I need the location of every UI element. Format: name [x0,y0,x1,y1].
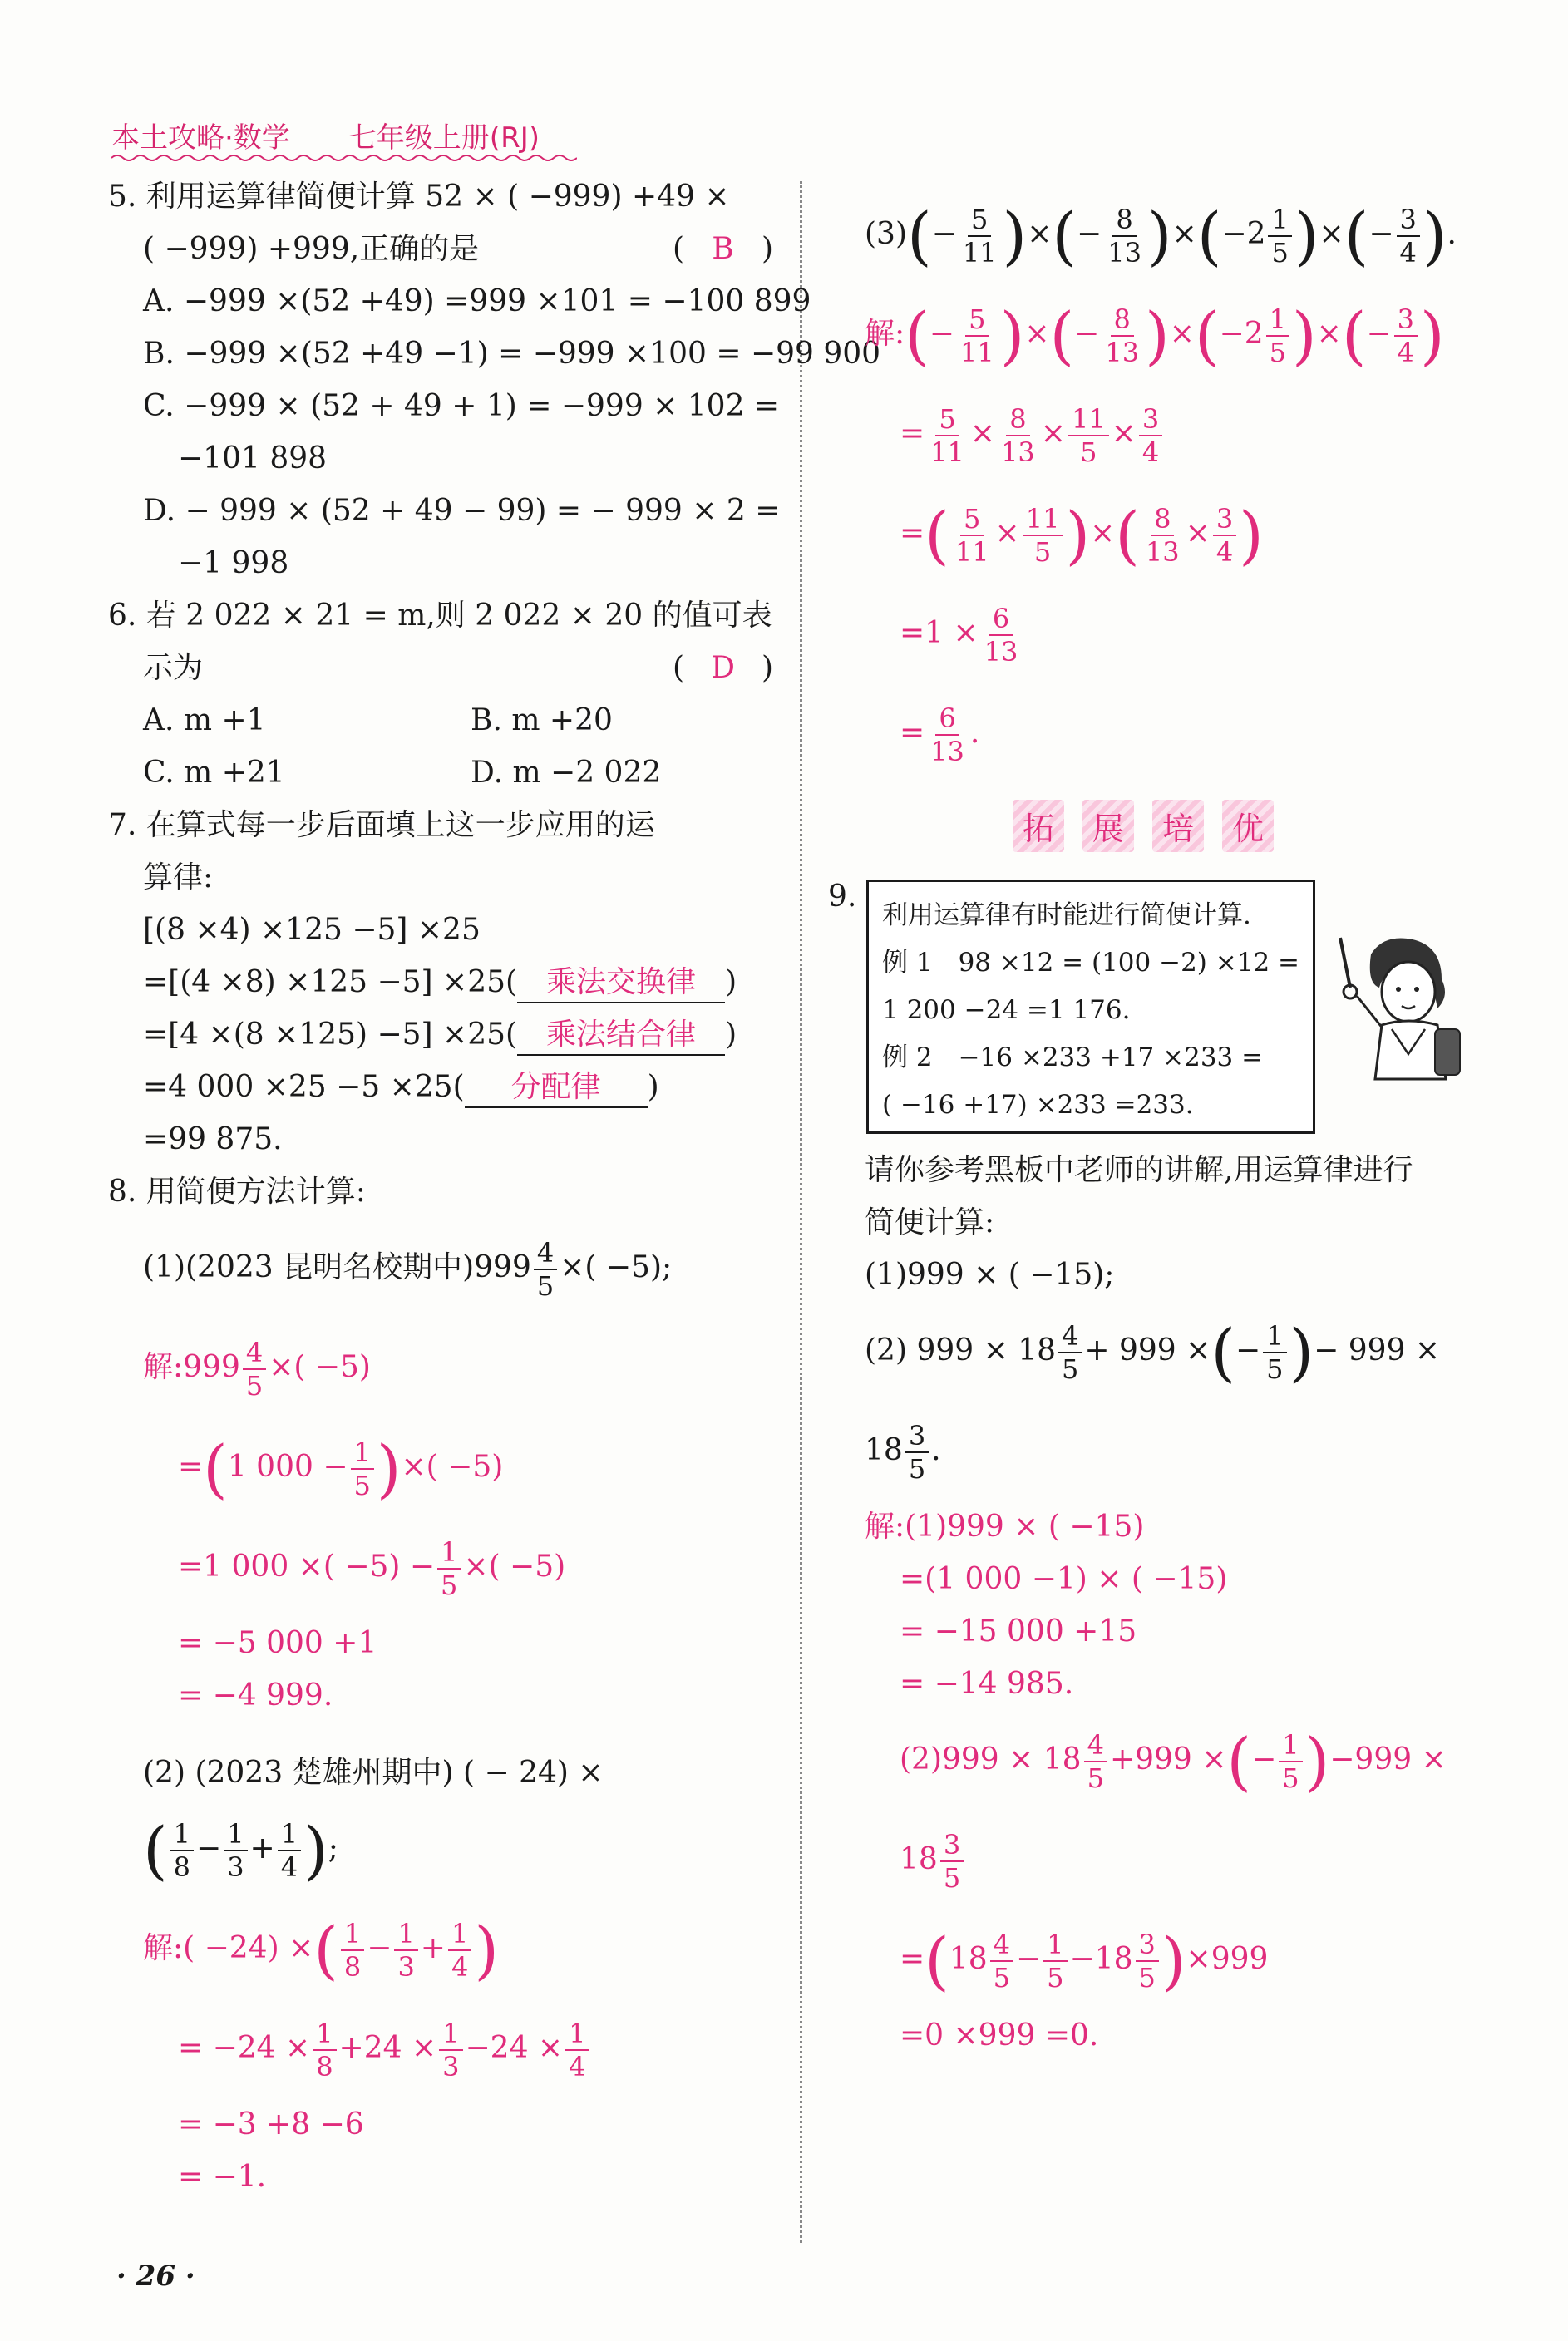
teacher-illustration [1325,921,1467,1087]
right-column [865,185,1521,783]
q9-text1: 请你参考黑板中老师的讲解,用运算律进行 [865,1153,1413,1187]
q5-line2: ( −999) +999,正确的是 ( B ) [108,223,773,275]
q6-line1: 6. 若 2 022 × 21 = m,则 2 022 × 20 的值可表 [108,599,772,633]
grade-label: 七年级上册(RJ) [348,121,540,155]
q5-option-a: A. −999 ×(52 +49) =999 ×101 = −100 899 [143,284,811,318]
q5-line1: 5. 利用运算律简便计算 52 × ( −999) +49 × [108,180,730,214]
q7-step2: =[4 ×(8 ×125) −5] ×25( 乘法结合律 ) [108,1008,773,1061]
q6-line2: 示为 ( D ) [108,642,773,694]
q8-sol2-line2: = −24 × $\frac{1}{8}$ +24 × $\frac{1}{3}$ −24 × $\frac{1}{4}$ [108,1998,773,2098]
header-wavy-underline [111,153,577,163]
q8-sol2-line1: 解:( −24) ×( $\frac{1}{8}$ − $\frac{1}{3}$ + $\frac{1}{4}$ ) [143,1913,499,1987]
page-number: · 26 · [116,2260,195,2293]
q9-part2-line1: (2) 999 × 18 $\frac{4}{5}$ + 999 ×(− $\frac{1}{5}$ )− 999 × [865,1315,1441,1389]
q5-option-c: C. −999 × (52 + 49 + 1) = −999 × 102 = [143,389,780,423]
q7-step3: =4 000 ×25 −5 ×25( 分配律 ) [108,1061,773,1113]
q7-step1: =[(4 ×8) ×125 −5] ×25( 乘法交换律 ) [108,956,773,1008]
blackboard-example [866,880,1315,1134]
section-title-char-1: 拓 [1013,800,1064,852]
q8-sol3-line3: =( $\frac{5}{11}$ × $\frac{11}{5}$ )×( $\frac{8}{13}$ × $\frac{3}{4}$ ) [900,498,1264,572]
q8-title: 8. 用简便方法计算: [108,1175,366,1209]
q6-options-row2 [108,747,773,799]
q9-sol2-line1: (2)999 × 18 $\frac{4}{5}$ +999 ×(− $\frac{1}{5}$ )−999 × [900,1724,1447,1798]
section-title-char-2: 展 [1082,800,1134,852]
q8-sol3-line5: = $\frac{6}{13}$ . [900,702,980,767]
q8-sol1-line2: =(1 000 − $\frac{1}{5}$ )×( −5) [178,1432,504,1506]
q8-sol2-line4: = −1. [178,2160,267,2194]
page-header [111,115,540,155]
section-title-char-4: 优 [1222,800,1274,852]
q9-text2: 简便计算: [865,1205,995,1239]
q5-option-b: B. −999 ×(52 +49 −1) = −999 ×100 = −99 900 [143,337,881,371]
q8-sol1-line3: =1 000 ×( −5) − $\frac{1}{5}$ ×( −5) [178,1536,566,1601]
q8-sol1-line1: 解:999 $\frac{4}{5}$ ×( −5) [143,1337,371,1402]
q8-sol1-line4: = −5 000 +1 [178,1626,377,1660]
q6-options-row1 [108,694,773,747]
q8-sol3-line1: 解:(− $\frac{5}{11}$ )×(− $\frac{8}{13}$ )×(−2 $\frac{1}{5}$ )×(− $\frac{3}{4}$ ) [865,298,1445,372]
q7-step0: [(8 ×4) ×125 −5] ×25 [143,913,481,947]
q9-number: 9. [828,880,857,914]
q9-sol2-line2: 18 $\frac{3}{5}$ [865,1810,1521,1910]
q7-step4: =99 875. [143,1122,283,1156]
q8-sol2-line3: = −3 +8 −6 [178,2107,364,2141]
q9-sol2-line4: =0 ×999 =0. [900,2018,1099,2053]
q8-part2-line1: (2) (2023 楚雄州期中) ( − 24) × [143,1756,604,1790]
q7-blank-1: 乘法交换律 [517,964,725,1003]
q7-line2: 算律: [143,860,214,895]
q6-option-b: B. m +20 [471,703,613,737]
section-title-extension [1013,800,1274,852]
q8-part3: (3)(− $\frac{5}{11}$ )×(− $\frac{8}{13}$ )×(−2 $\frac{1}{5}$ )×(− $\frac{3}{4}$ ). [865,199,1457,273]
section-title-char-3: 培 [1152,800,1204,852]
q6-answer: D [711,651,735,685]
book-title: 本土攻略·数学 [111,121,290,155]
q8-sol1-line5: = −4 999. [178,1678,333,1713]
q7-blank-3: 分配律 [465,1068,648,1108]
board-line-4: 例 2 −16 ×233 +17 ×233 = [882,1042,1264,1072]
q9-content [865,1144,1521,2062]
board-line-2: 例 1 98 ×12 = (100 −2) ×12 = [882,948,1299,978]
board-line-3: 1 200 −24 =1 176. [882,995,1131,1025]
q8-part1: (1)(2023 昆明名校期中)999 $\frac{4}{5}$ ×( −5); [143,1237,673,1302]
q9-sol-line1: 解:(1)999 × ( −15) [865,1510,1145,1544]
board-line-5: ( −16 +17) ×233 =233. [882,1090,1194,1120]
q9-sol-line2: =(1 000 −1) × ( −15) [900,1562,1228,1596]
column-divider [800,181,802,2243]
q9-sol2-line3: =(18 $\frac{4}{5}$ − $\frac{1}{5}$ −18 $\frac{3}{5}$ )×999 [900,1924,1269,1998]
q8-part2-line2: ( $\frac{1}{8}$ − $\frac{1}{3}$ + $\frac{1}{4}$ ); [143,1813,338,1887]
q6-option-c: C. m +21 [143,756,285,790]
q8-sol3-line2: = $\frac{5}{11}$ × $\frac{8}{13}$ × $\frac{11}{5}$ × $\frac{3}{4}$ [865,384,1521,484]
q5-option-d-cont: −1 998 [178,546,289,580]
q6-option-d: D. m −2 022 [471,756,662,790]
q5-answer: B [712,232,734,266]
q7-blank-2: 乘法结合律 [517,1016,725,1056]
q9-part1: (1)999 × ( −15); [865,1258,1115,1292]
q6-option-a: A. m +1 [143,703,266,737]
board-line-1: 利用运算律有时能进行简便计算. [882,900,1251,930]
q9-part2-line2: 18 $\frac{3}{5}$ . [865,1420,941,1485]
left-column [108,170,881,2203]
q9-sol-line4: = −14 985. [900,1667,1074,1701]
q5-option-d: D. − 999 × (52 + 49 − 99) = − 999 × 2 = [143,494,781,528]
q8-sol3-line4: =1 × $\frac{6}{13}$ [900,603,1018,668]
q9-sol-line3: = −15 000 +15 [900,1614,1137,1649]
q7-line1: 7. 在算式每一步后面填上这一步应用的运 [108,808,655,842]
q5-option-c-cont: −101 898 [178,441,328,476]
